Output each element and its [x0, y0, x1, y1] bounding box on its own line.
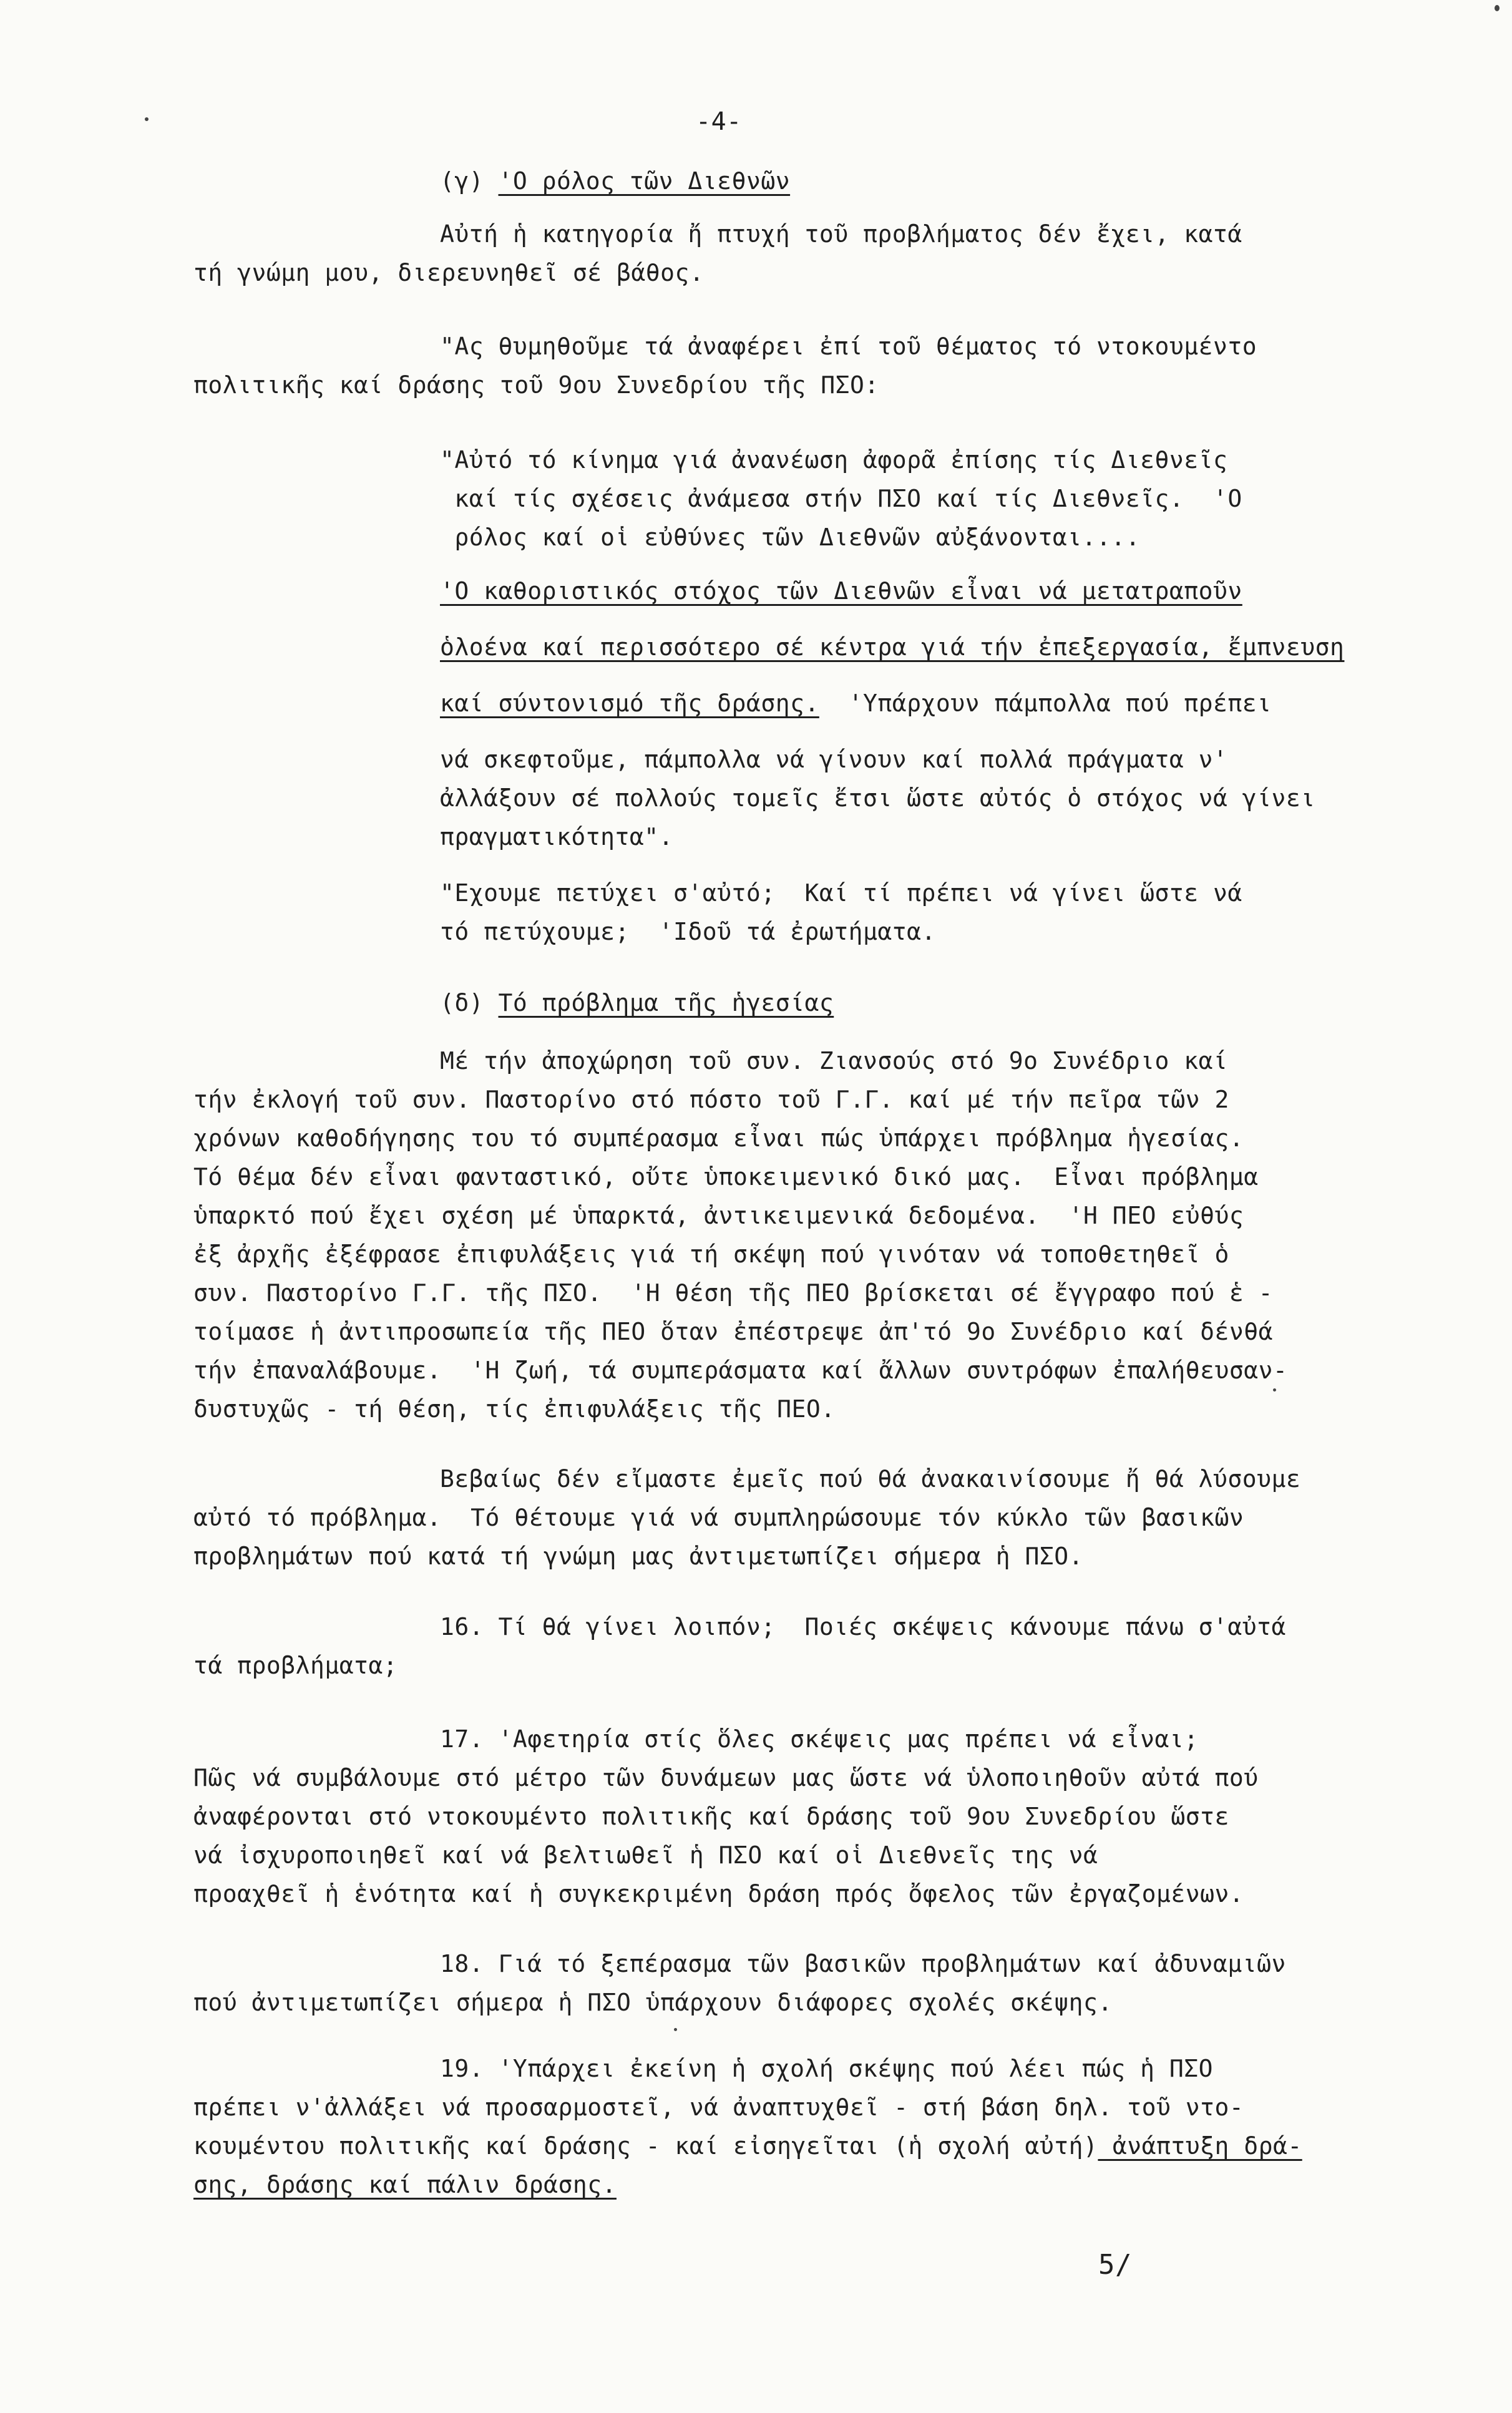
quote-line: ἀλλάξουν σέ πολλούς τομεῖς ἔτσι ὥστε αὐτός ὁ στόχος νά γίνει: [440, 784, 1315, 812]
section-d-paragraph-line: τοίμασε ἡ ἀντιπροσωπεία τῆς ΠΕΟ ὅταν ἐπέστρεψε ἀπ'τό 9ο Συνέδριο καί δένθά: [193, 1318, 1273, 1345]
section-c-heading: [440, 165, 790, 197]
quote-underlined-line: ὁλοένα καί περισσότερο σέ κέντρα γιά τήν ἐπεξεργασία, ἔμπνευση: [440, 633, 1345, 661]
section-c-paragraph-line: Αὐτή ἡ κατηγορία ἤ πτυχή τοῦ προβλήματος δέν ἔχει, κατά: [440, 220, 1242, 248]
section-d-paragraph-line: δυστυχῶς - τή θέση, τίς ἐπιφυλάξεις τῆς ΠΕΟ.: [193, 1395, 836, 1423]
page-number: -4-: [696, 107, 742, 136]
section-d-heading: [440, 987, 834, 1018]
quote-line: "Αὐτό τό κίνημα γιά ἀνανέωση ἀφορᾶ ἐπίσης τίς Διεθνεῖς: [440, 446, 1228, 474]
scan-speck: [1495, 5, 1500, 11]
questions-line: "Εχουμε πετύχει σ'αὐτό; Καί τί πρέπει νά γίνει ὥστε νά: [440, 879, 1242, 907]
scan-speck: [674, 2028, 677, 2031]
quote-continuation: 'Υπάρχουν πάμπολλα πού πρέπει: [819, 690, 1272, 717]
section-c-marker: (γ): [440, 167, 499, 195]
section-d-paragraph-line: ὑπαρκτό πού ἔχει σχέση μέ ὑπαρκτά, ἀντικειμενικά δεδομένα. 'Η ΠΕΟ εὐθύς: [193, 1202, 1244, 1229]
section-c-paragraph-line: πολιτικῆς καί δράσης τοῦ 9ου Συνεδρίου τῆς ΠΣΟ:: [193, 371, 879, 399]
item-19-plain-text: κουμέντου πολιτικῆς καί δράσης - καί εἰσηγεῖται (ἡ σχολή αὐτή): [193, 2132, 1098, 2160]
item-17-line: Πῶς νά συμβάλουμε στό μέτρο τῶν δυνάμεων μας ὥστε νά ὑλοποιηθοῦν αὐτά πού: [193, 1764, 1259, 1791]
scan-speck: [1273, 1388, 1276, 1392]
section-d-paragraph-line: αὐτό τό πρόβλημα. Τό θέτουμε γιά νά συμπληρώσουμε τόν κύκλο τῶν βασικῶν: [193, 1504, 1244, 1531]
quote-line: ρόλος καί οἱ εὐθύνες τῶν Διεθνῶν αὐξάνονται....: [440, 524, 1141, 551]
quote-line: νά σκεφτοῦμε, πάμπολλα νά γίνουν καί πολλά πράγματα ν': [440, 746, 1228, 773]
questions-line: τό πετύχουμε; 'Ιδοῦ τά ἐρωτήματα.: [440, 918, 936, 945]
item-16-line: 16. Τί θά γίνει λοιπόν; Ποιές σκέψεις κάνουμε πάνω σ'αὐτά: [440, 1613, 1286, 1640]
section-d-paragraph-line: τήν ἐκλογή τοῦ συν. Παστορίνο στό πόστο τοῦ Γ.Γ. καί μέ τήν πεῖρα τῶν 2: [193, 1086, 1229, 1113]
section-d-paragraph-line: Τό θέμα δέν εἶναι φανταστικό, οὔτε ὑποκειμενικό δικό μας. Εἶναι πρόβλημα: [193, 1163, 1259, 1191]
section-d-paragraph-line: Βεβαίως δέν εἴμαστε ἐμεῖς πού θά ἀνακαινίσουμε ἤ θά λύσουμε: [440, 1465, 1301, 1493]
quote-line-mixed: [440, 688, 1272, 719]
section-d-paragraph-line: χρόνων καθοδήγησης του τό συμπέρασμα εἶναι πώς ὑπάρχει πρόβλημα ἡγεσίας.: [193, 1124, 1244, 1152]
item-19-line: πρέπει ν'ἀλλάξει νά προσαρμοστεῖ, νά ἀναπτυχθεῖ - στή βάση δηλ. τοῦ ντο-: [193, 2094, 1244, 2121]
section-c-paragraph-line: τή γνώμη μου, διερευνηθεῖ σέ βάθος.: [193, 259, 705, 286]
quote-underlined-line: 'Ο καθοριστικός στόχος τῶν Διεθνῶν εἶναι νά μετατραποῦν: [440, 577, 1242, 605]
section-d-marker: (δ): [440, 989, 499, 1016]
item-19-underlined-line: σης, δράσης καί πάλιν δράσης.: [193, 2171, 617, 2198]
section-d-paragraph-line: Μέ τήν ἀποχώρηση τοῦ συν. Ζιανσούς στό 9ο Συνέδριο καί: [440, 1047, 1228, 1075]
item-18-line: 18. Γιά τό ξεπέρασμα τῶν βασικῶν προβλημάτων καί ἀδυναμιῶν: [440, 1950, 1286, 1977]
quote-line: καί τίς σχέσεις ἀνάμεσα στήν ΠΣΟ καί τίς Διεθνεῖς. 'Ο: [440, 485, 1242, 512]
item-19-underlined-text: ἀνάπτυξη δρά-: [1098, 2132, 1302, 2160]
section-d-title: Τό πρόβλημα τῆς ἡγεσίας: [498, 989, 834, 1016]
section-d-paragraph-line: ἐξ ἀρχῆς ἐξέφρασε ἐπιφυλάξεις γιά τή σκέψη πού γινόταν νά τοποθετηθεῖ ὁ: [193, 1241, 1229, 1268]
section-d-paragraph-line: προβλημάτων πού κατά τή γνώμη μας ἀντιμετωπίζει σήμερα ἡ ΠΣΟ.: [193, 1543, 1084, 1570]
section-d-paragraph-line: τήν ἐπαναλάβουμε. 'Η ζωή, τά συμπεράσματα καί ἄλλων συντρόφων ἐπαλήθευσαν-: [193, 1357, 1288, 1384]
item-17-line: 17. 'Αφετηρία στίς ὅλες σκέψεις μας πρέπει νά εἶναι;: [440, 1725, 1199, 1753]
item-17-line: νά ἰσχυροποιηθεῖ καί νά βελτιωθεῖ ἡ ΠΣΟ καί οἱ Διεθνεῖς της νά: [193, 1841, 1098, 1869]
quote-line: πραγματικότητα".: [440, 823, 674, 851]
section-c-paragraph-line: "Ας θυμηθοῦμε τά ἀναφέρει ἐπί τοῦ θέματος τό ντοκουμέντο: [440, 333, 1257, 360]
item-19-line-mixed: [193, 2130, 1302, 2162]
item-16-line: τά προβλήματα;: [193, 1652, 398, 1679]
section-c-title: 'Ο ρόλος τῶν Διεθνῶν: [498, 167, 791, 195]
next-page-marker: 5/: [1098, 2249, 1132, 2281]
item-17-line: προαχθεῖ ἡ ἑνότητα καί ἡ συγκεκριμένη δράση πρός ὄφελος τῶν ἐργαζομένων.: [193, 1880, 1244, 1908]
item-17-line: ἀναφέρονται στό ντοκουμέντο πολιτικῆς καί δράσης τοῦ 9ου Συνεδρίου ὥστε: [193, 1803, 1229, 1830]
section-d-paragraph-line: συν. Παστορίνο Γ.Γ. τῆς ΠΣΟ. 'Η θέση τῆς ΠΕΟ βρίσκεται σέ ἔγγραφο πού ἑ -: [193, 1279, 1273, 1307]
scan-speck: [145, 117, 149, 121]
quote-underlined-end: καί σύντονισμό τῆς δράσης.: [440, 690, 819, 717]
item-19-line: 19. 'Υπάρχει ἐκείνη ἡ σχολή σκέψης πού λέει πώς ἡ ΠΣΟ: [440, 2055, 1214, 2082]
item-18-line: πού ἀντιμετωπίζει σήμερα ἡ ΠΣΟ ὑπάρχουν διάφορες σχολές σκέψης.: [193, 1989, 1113, 2016]
